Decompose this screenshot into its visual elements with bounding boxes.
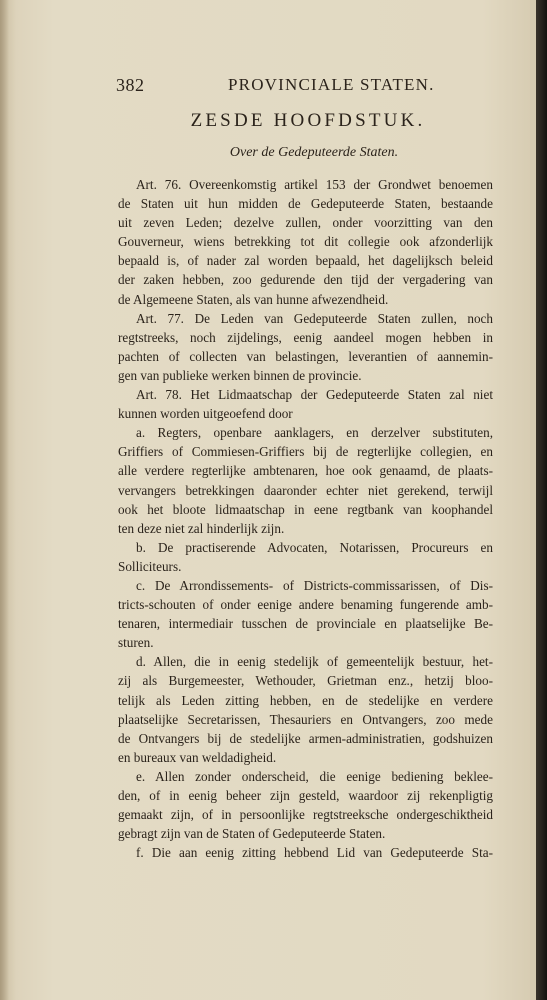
text-line: kunnen worden uitgeoefend door — [118, 406, 293, 422]
text-line: en bureaux van weldadigheid. — [118, 749, 277, 765]
text-line: Solliciteurs. — [118, 558, 182, 574]
text-line: gemaakt zijn, of in persoonlijke regtstreeksche ondergeschiktheid — [118, 807, 493, 823]
text-line: bepaald is, of nader zal worden bepaald, het dagelijksch beleid — [118, 253, 493, 269]
text-line: sturen. — [118, 635, 154, 651]
page-number: 382 — [116, 75, 145, 95]
running-title: PROVINCIALE STATEN. — [228, 75, 435, 94]
running-header — [116, 75, 496, 103]
text-line: der zaken hebben, zoo gedurende den tijd der vergadering van — [118, 272, 493, 288]
text-line: plaatselijke Secretarissen, Thesauriers en Ontvangers, zoo mede — [118, 711, 493, 727]
text-line: vervangers betrekkingen daaronder echter niet gerekend, terwijl — [118, 482, 493, 498]
text-line: tenaren, intermediair tusschen de provinciale en plaatselijke Be- — [118, 616, 493, 632]
section-title: Over de Gedeputeerde Staten. — [229, 145, 399, 160]
text-line: regtstreeks, noch zijdelings, eenig aandeel mogen hebben in — [118, 329, 493, 345]
text-line: b. De practiserende Advocaten, Notarissen, Procureurs en — [136, 539, 493, 555]
body-text — [118, 175, 493, 862]
text-line: tricts-schouten of onder eenige andere benaming fungerende amb- — [118, 597, 493, 613]
text-line: gen van publieke werken binnen de provincie. — [118, 367, 362, 383]
text-line: gebragt zijn van de Staten of Gedeputeerde Staten. — [118, 826, 386, 842]
text-line: pachten of collecten van belastingen, leverantien of aannemin- — [118, 348, 493, 364]
text-line: zij als Burgemeester, Wethouder, Grietman enz., hetzij bloo- — [118, 673, 493, 689]
chapter-title: ZESDE HOOFDSTUK. — [190, 110, 426, 131]
text-line: a. Regters, openbare aanklagers, en derzelver substituten, — [136, 425, 493, 441]
text-line: telijk als Leden zitting hebben, en de stedelijke en verdere — [118, 692, 493, 708]
text-line: Art. 76. Overeenkomstig artikel 153 der Grondwet benoemen — [136, 177, 493, 192]
page-edge-shadow — [536, 0, 547, 1000]
text-line: d. Allen, die in eenig stedelijk of gemeentelijk bestuur, het- — [136, 654, 493, 670]
text-line: Art. 78. Het Lidmaatschap der Gedeputeerde Staten zal niet — [136, 387, 493, 403]
text-line: Art. 77. De Leden van Gedeputeerde Staten zullen, noch — [136, 310, 493, 326]
text-line: Gouverneur, wiens betrekking tot dit collegie ook afzonderlijk — [118, 234, 493, 250]
text-line: ook het bloote lidmaatschap in eene regtbank van koophandel — [118, 501, 493, 517]
text-line: de Staten uit hun midden de Gedeputeerde Staten, bestaande — [118, 196, 493, 212]
text-line: den, of in eenig beheer zijn gesteld, waardoor zij rekenpligtig — [118, 788, 493, 803]
text-line: alle verdere regterlijke ambtenaren, hoe ook genaamd, de plaats- — [118, 463, 493, 479]
text-line: de Ontvangers bij de stedelijke armen-administratien, godshuizen — [118, 730, 493, 746]
text-line: e. Allen zonder onderscheid, die eenige bediening beklee- — [136, 768, 493, 784]
text-line: uit zeven Leden; dezelve zullen, onder voorzitting van den — [118, 215, 493, 231]
text-line: f. Die aan eenig zitting hebbend Lid van Gedeputeerde Sta- — [136, 845, 493, 861]
text-line: ten deze niet zal hinderlijk zijn. — [118, 520, 285, 536]
text-line: c. De Arrondissements- of Districts-commissarissen, of Dis- — [136, 577, 493, 593]
text-line: Griffiers of Commiesen-Griffiers bij de regterlijke collegien, en — [118, 444, 493, 460]
text-line: de Algemeene Staten, als van hunne afwezendheid. — [118, 291, 389, 307]
